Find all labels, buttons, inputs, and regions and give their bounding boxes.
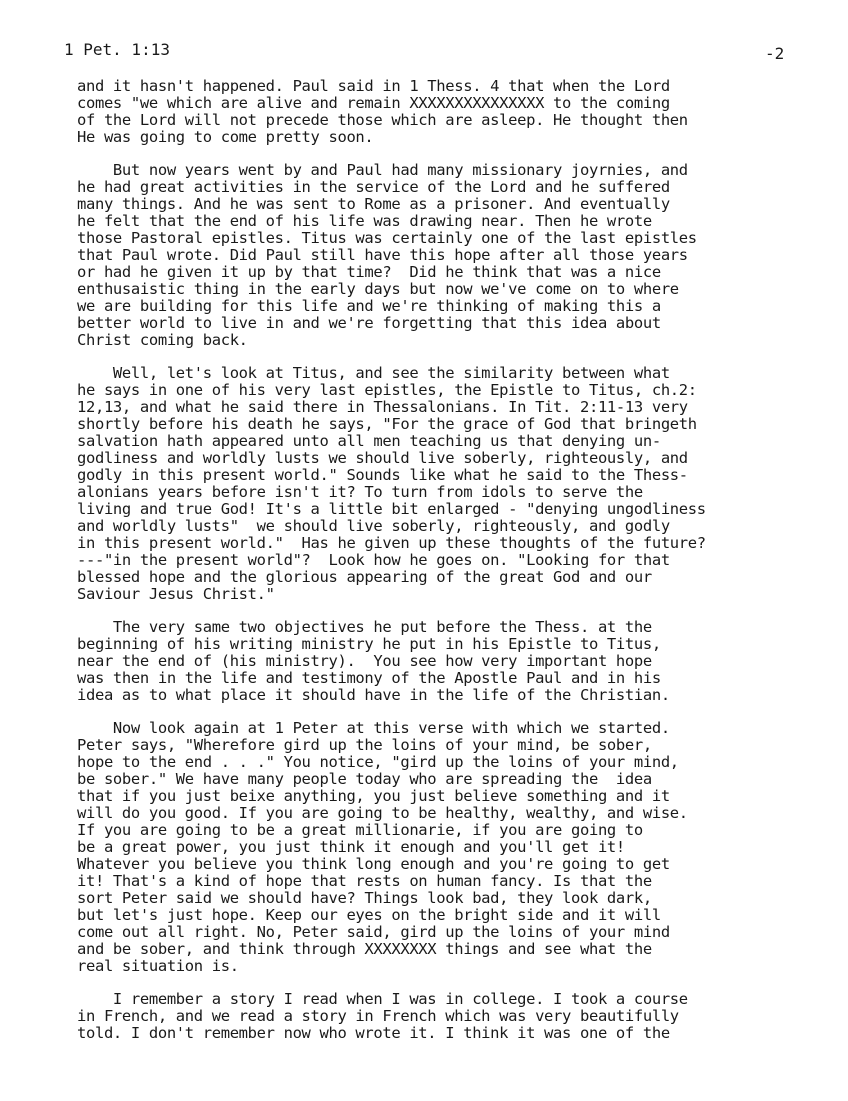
text-line: enthusaistic thing in the early days but now we've come on to where <box>77 280 679 298</box>
text-line: Whatever you believe you think long enough and you're going to get <box>77 855 670 873</box>
text-line: 12,13, and what he said there in Thessalonians. In Tit. 2:11-13 very <box>77 398 688 416</box>
text-line: in French, and we read a story in French which was very beautifully <box>77 1007 679 1025</box>
text-line: or had he given it up by that time? Did he think that was a nice <box>77 263 661 281</box>
text-line: those Pastoral epistles. Titus was certainly one of the last epistles <box>77 229 697 247</box>
paragraph <box>77 619 847 704</box>
text-line: shortly before his death he says, "For the grace of God that bringeth <box>77 415 697 433</box>
text-line: and it hasn't happened. Paul said in 1 Thess. 4 that when the Lord <box>77 77 670 95</box>
text-line: in this present world." Has he given up these thoughts of the future? <box>77 534 706 552</box>
paragraph <box>77 720 847 975</box>
text-line: we are building for this life and we're thinking of making this a <box>77 297 661 315</box>
text-line: will do you good. If you are going to be healthy, wealthy, and wise. <box>77 804 688 822</box>
text-line: living and true God! It's a little bit enlarged - "denying ungodliness <box>77 500 706 518</box>
text-line: come out all right. No, Peter said, gird up the loins of your mind <box>77 923 670 941</box>
text-line: he had great activities in the service of the Lord and he suffered <box>77 178 670 196</box>
text-line: But now years went by and Paul had many missionary joyrnies, and <box>77 161 688 179</box>
text-line: If you are going to be a great millionarie, if you are going to <box>77 821 643 839</box>
text-line: Well, let's look at Titus, and see the similarity between what <box>77 364 670 382</box>
text-line: blessed hope and the glorious appearing of the great God and our <box>77 568 652 586</box>
text-line: hope to the end . . ." You notice, "gird up the loins of your mind, <box>77 753 679 771</box>
paragraph <box>77 78 847 146</box>
text-line: and be sober, and think through XXXXXXXX things and see what the <box>77 940 652 958</box>
body-text <box>77 78 847 1058</box>
text-line: godliness and worldly lusts we should live soberly, righteously, and <box>77 449 688 467</box>
text-line: sort Peter said we should have? Things look bad, they look dark, <box>77 889 652 907</box>
text-line: godly in this present world." Sounds like what he said to the Thess- <box>77 466 688 484</box>
text-line: he says in one of his very last epistles, the Epistle to Titus, ch.2: <box>77 381 697 399</box>
text-line: told. I don't remember now who wrote it. I think it was one of the <box>77 1024 670 1042</box>
text-line: he felt that the end of his life was drawing near. Then he wrote <box>77 212 652 230</box>
text-line: be a great power, you just think it enough and you'll get it! <box>77 838 625 856</box>
paragraph <box>77 365 847 603</box>
text-line: Christ coming back. <box>77 331 248 349</box>
text-line: be sober." We have many people today who are spreading the idea <box>77 770 652 788</box>
text-line: it! That's a kind of hope that rests on human fancy. Is that the <box>77 872 652 890</box>
text-line: comes "we which are alive and remain XXXXXXXXXXXXXXX to the coming <box>77 94 670 112</box>
text-line: idea as to what place it should have in the life of the Christian. <box>77 686 670 704</box>
page-number: -2 <box>765 44 785 63</box>
text-line: that Paul wrote. Did Paul still have this hope after all those years <box>77 246 688 264</box>
text-line: that if you just beixe anything, you just believe something and it <box>77 787 670 805</box>
text-line: salvation hath appeared unto all men teaching us that denying un- <box>77 432 661 450</box>
text-line: Now look again at 1 Peter at this verse with which we started. <box>77 719 670 737</box>
text-line: beginning of his writing ministry he put in his Epistle to Titus, <box>77 635 661 653</box>
text-line: was then in the life and testimony of the Apostle Paul and in his <box>77 669 661 687</box>
text-line: He was going to come pretty soon. <box>77 128 374 146</box>
text-line: of the Lord will not precede those which are asleep. He thought then <box>77 111 688 129</box>
text-line: near the end of (his ministry). You see how very important hope <box>77 652 652 670</box>
text-line: I remember a story I read when I was in college. I took a course <box>77 990 688 1008</box>
text-line: real situation is. <box>77 957 239 975</box>
paragraph <box>77 991 847 1042</box>
text-line: Peter says, "Wherefore gird up the loins of your mind, be sober, <box>77 736 652 754</box>
text-line: better world to live in and we're forgetting that this idea about <box>77 314 661 332</box>
text-line: The very same two objectives he put before the Thess. at the <box>77 618 652 636</box>
paragraph <box>77 162 847 349</box>
scripture-reference: 1 Pet. 1:13 <box>64 40 170 59</box>
text-line: but let's just hope. Keep our eyes on the bright side and it will <box>77 906 661 924</box>
text-line: alonians years before isn't it? To turn from idols to serve the <box>77 483 643 501</box>
text-line: and worldly lusts" we should live soberly, righteously, and godly <box>77 517 670 535</box>
text-line: ---"in the present world"? Look how he goes on. "Looking for that <box>77 551 670 569</box>
text-line: many things. And he was sent to Rome as a prisoner. And eventually <box>77 195 670 213</box>
text-line: Saviour Jesus Christ." <box>77 585 275 603</box>
